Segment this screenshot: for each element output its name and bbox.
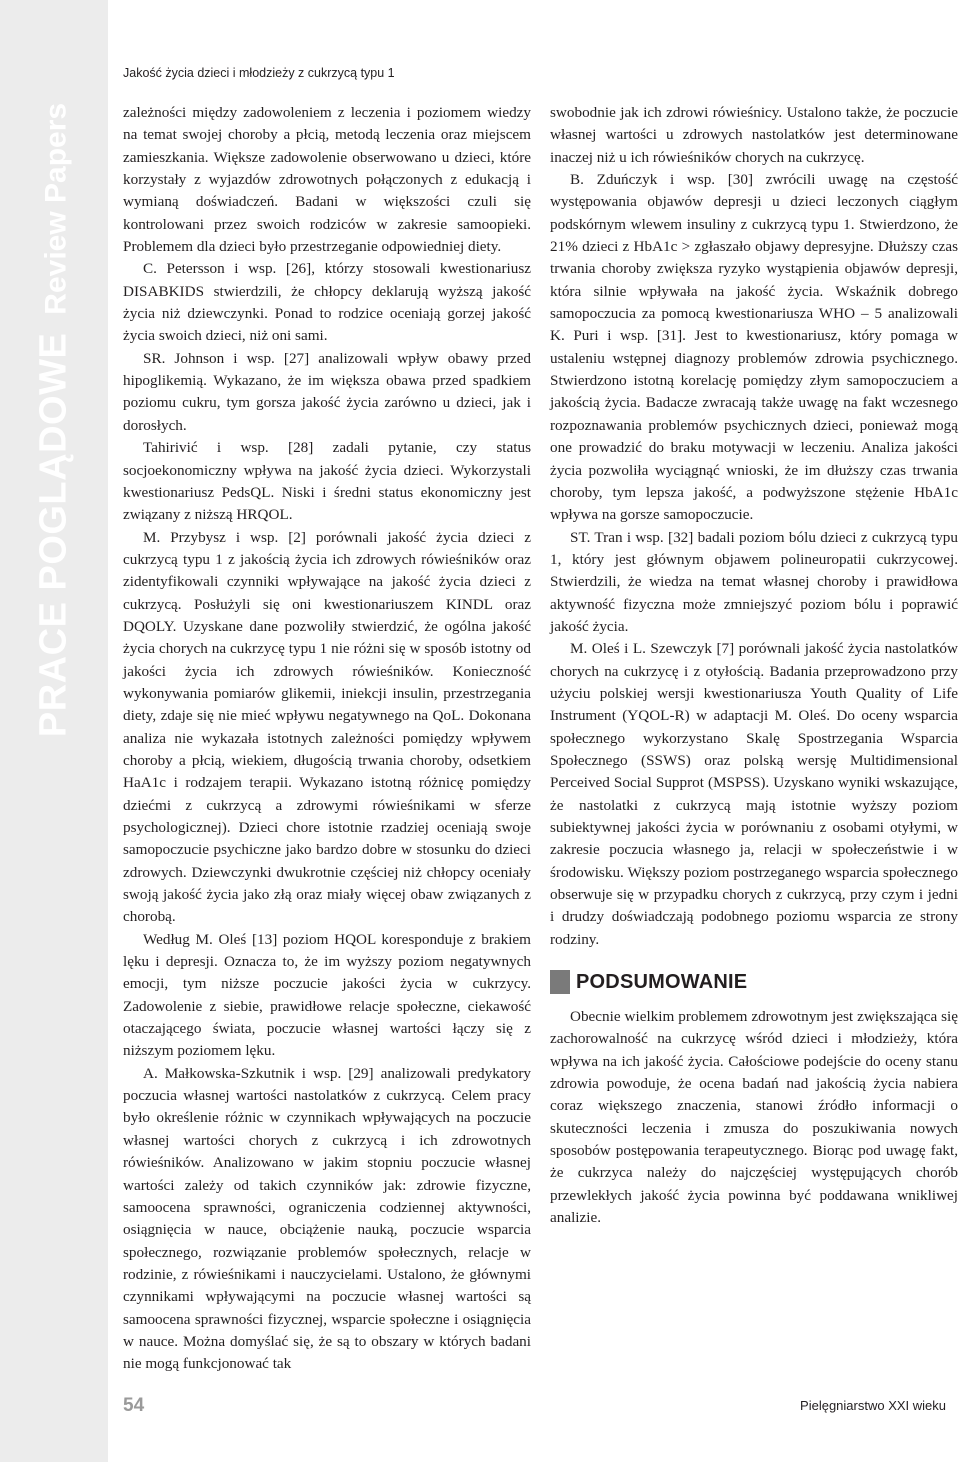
summary-heading [550,970,958,994]
paragraph: Według M. Oleś [13] poziom HQOL koresponduje z brakiem lęku i depresji. Oznacza to, że im wyższy poziom negatywnych emocji, tym niższe poczucie jakości życia w cukrzycy. Zadowolenie z siebie, prawidłowe relacje społeczne, ciekawość otaczającego świata, poczucie własnej wartości łączy się z niższym poziomem lęku. [123,930,531,1060]
sidebar-band [0,0,108,1462]
paragraph: M. Przybysz i wsp. [2] porównali jakość życia dzieci z cukrzycą typu 1 z jakością życia ich zdrowych rówieśników oraz zidentyfikowali czynniki wpływające na jakość życia dzieci z cukrzycą. Posłużyli się oni kwestionariuszem KINDL oraz DQOLY. Uzyskane dane pozwoliły stwierdzić, że ogólna jakość życia chorych na cukrzycę typu 1 nie różni się w sposób istotny od jakości życia ich zdrowych rówieśników. Konieczność wykonywania pomiarów glikemii, iniekcji insulin, przestrzegania diety, zdaje się nie mieć wpływu negatywnego na QoL. Dokonana analiza nie wykazała istotnych zależności pomiędzy wpływem choroby a płcią, wiekiem, długością trwania choroby, odsetkiem HaA1c i rodzajem terapii. Wykazano istotną różnicę pomiędzy dziećmi z cukrzycą a zdrowymi rówieśnikami w sferze psychologicznej). Dzieci chore istotnie rzadziej oceniają swoje samopoczucie psychiczne jako bardzo dobre w stosunku do dzieci zdrowych. Dziewczynki dwukrotnie częściej niż chłopcy oceniały swoją jakość życia jako złą oraz miały więcej obaw związanych z chorobą. [123,528,531,926]
paragraph: B. Zduńczyk i wsp. [30] zwrócili uwagę na częstość występowania objawów depresji u dzieci leczonych ciągłym podskórnym wlewem insuliny z cukrzycą typu 1. Stwierdzono, że 21% dzieci z HbA1c > zgłaszało objawy depresyjne. Dłuższy czas trwania choroby zwiększa ryzyko wystąpienia objawów depresji, która silnie wpływała na jakość życia. Wskaźnik dobrego samopoczucia za pomocą kwestionariusza WHO – 5 analizowali K. Puri i wsp. [31]. Jest to kwestionariusz, który pomaga w ustaleniu wstępnej diagnozy problemów zdrowia psychicznego. Stwierdzono istotną korelację pomiędzy złym samopoczuciem a jakością życia. Badacze zwracają także uwagę na fakt wczesnego rozpoznawania problemów psychicznych dzieci, ponieważ mogą one prowadzić do braku motywacji w leczeniu. Analiza jakości życia pozwoliła wyciągnąć wnioski, że im dłuższy czas trwania choroby, tym lepsza jakość, a podwyższone stężenie HbA1c wpływa na gorsze samopoczucie. [550,171,958,524]
running-title: Jakość życia dzieci i młodzieży z cukrzycą typu 1 [123,66,395,80]
paragraph: SR. Johnson i wsp. [27] analizowali wpływ obawy przed hipoglikemią. Wykazano, że im większa obawa przed spadkiem poziomu cukru, tym gorsza jakość życia zarówno u dzieci, jak i dorosłych. [123,349,531,434]
paragraph: swobodnie jak ich zdrowi rówieśnicy. Ustalono także, że poczucie własnej wartości u zdrowych nastolatków jest determinowane inaczej niż u ich rówieśników chorych na cukrzycę. [550,104,958,166]
right-column [550,102,958,1230]
sidebar-section-label [33,103,76,737]
paragraph: C. Petersson i wsp. [26], którzy stosowali kwestionariusz DISABKIDS stwierdzili, że chłopcy deklarują wyższą jakość życia niż dziewczynki. Ponad to rodzice oceniają gorzej jakość życia swoich dzieci, niż oni sami. [123,260,531,345]
paragraph: M. Oleś i L. Szewczyk [7] porównali jakość życia nastolatków chorych na cukrzycę i z otyłością. Badania przeprowadzono przy użyciu polskiej wersji kwestionariusza Youth Quality of Life Instrument (YQOL-R) w adaptacji M. Oleś. Do oceny wsparcia społecznego wykorzystano Skalę Spostrzegania Wsparcia Społecznego (SSWS) oraz polską wersję Multidimensional Perceived Social Supprot (MSPSS). Uzyskano wyniki wskazujące, że nastolatki z cukrzycą mają istotnie wyższy poziom subiektywnej jakości życia w porównaniu z osobami otyłymi, w zakresie poczucia własnego ja, relacji w społeczeństwie i w środowisku. Większy poziom postrzeganego wsparcia społecznego obserwuje się w przypadku chorych z cukrzycą, przy czym i jedni i drudzy doświadczają podobnego poziomu wsparcia ze strony rodziny. [550,640,958,948]
subsection-label: Review Papers [39,102,73,315]
paragraph: Tahirivić i wsp. [28] zadali pytanie, czy status socjoekonomiczny wpływa na jakość życia dzieci. Wykorzystali kwestionariusz PedsQL. Niski i średni status ekonomiczny jest związany z niższą HRQOL. [123,439,531,524]
page-number: 54 [123,1395,145,1416]
left-column [123,102,531,1376]
paragraph: zależności między zadowoleniem z leczenia i poziomem wiedzy na temat swojej choroby a płcią, metodą leczenia oraz miejscem zamieszkania. Większe zadowolenie obserwowano u dzieci, które korzystały z wyjazdów zdrowotnych połączonych z edukacją i wymianą doświadczeń. Badani w większości czuli się kontrolowani przez swoich rodziców w zakresie samoopieki. Problemem dla dzieci było przestrzeganie odpowiedniej diety. [123,104,531,256]
summary-paragraph: Obecnie wielkim problemem zdrowotnym jest zwiększająca się zachorowalność na cukrzycę wśród dzieci i młodzieży, która wpływa na ich jakość życia. Całościowe podejście do oceny stanu zdrowia powoduje, że ocena badań nad jakością życia nabiera coraz większego znaczenia, stanowi źródło informacji o skuteczności leczenia i zmusza do poszukiwania nowych sposobów postępowania terapeutycznego. Biorąc pod uwagę fakt, że cukrzyca należy do najczęściej występujących chorób przewlekłych jakość życia powinna być poddawana wnikliwej analizie. [550,1008,958,1227]
journal-name: Pielęgniarstwo XXI wieku [800,1398,946,1413]
summary-heading-text: PODSUMOWANIE [576,970,748,993]
paragraph: ST. Tran i wsp. [32] badali poziom bólu dzieci z cukrzycą typu 1, który jest głównym objawem polineuropatii cukrzycowej. Stwierdzili, że wiedza na temat własnej choroby i prawidłowa aktywność fizyczna może zmniejszyć poziom bólu i poprawić jakość życia. [550,528,958,635]
paragraph: A. Małkowska-Szkutnik i wsp. [29] analizowali predykatory poczucia własnej wartości nastolatków z cukrzycą. Celem pracy było określenie różnic w czynnikach wpływających na poczucie własnej wartości chorych z cukrzycą i ich zdrowotnych rówieśników. Analizowano w jakim stopniu poczucie własnej wartości zależy od takich czynników jak: zdrowie fizyczne, samoocena sprawności, ograniczenia codziennej aktywności, osiągnięcia w nauce, obciążenie nauką, poczucie wsparcia społecznego, rozwiązanie problemów społecznych, relacje w rodzinie, z rówieśnikami i nauczycielami. Ustalono, że głównymi czynnikami wpływającymi na poczucie własnej wartości są samoocena sprawności fizycznej, wsparcie społeczne i osiągnięcia w nauce. Można domyślać się, że są to obszary w których badani nie mogą funkcjonować tak [123,1064,531,1373]
section-label: PRACE POGLĄDOWE [32,332,75,738]
section-marker-icon [550,970,570,994]
